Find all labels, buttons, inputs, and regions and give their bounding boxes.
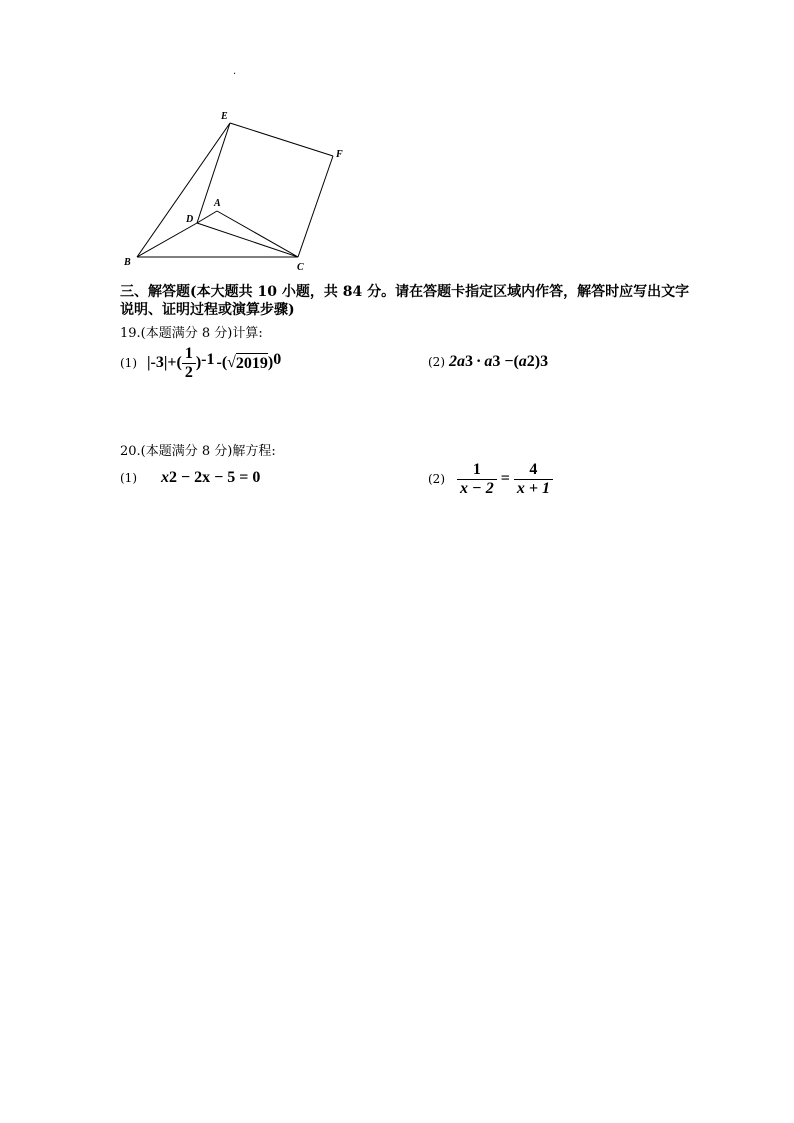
q20-p2-label: (2) — [428, 472, 445, 486]
point-label-D: D — [186, 214, 194, 225]
q20-p1-label: (1) — [120, 471, 137, 485]
q19-p1-sqrt-sign: √ — [227, 354, 236, 371]
q20-p2-fraction2 — [514, 461, 553, 498]
point-label-C: C — [297, 262, 304, 273]
q20-part2 — [428, 458, 553, 500]
q19-p1-close: ) — [267, 354, 274, 371]
q19-part1 — [120, 345, 281, 381]
q19-p2-term1: 2a — [449, 353, 465, 370]
q19-p2-dot: · — [476, 353, 482, 370]
point-label-E: E — [221, 111, 228, 122]
segment-FC — [298, 156, 333, 257]
q20-part1 — [120, 467, 260, 489]
q20-p1-rest: − 2x − 5 = 0 — [181, 469, 261, 486]
q19-p2-minus: −( — [504, 353, 519, 370]
q20-p2-fraction1 — [457, 461, 497, 498]
segment-BD — [137, 223, 197, 257]
q19-p1-exp2: 0 — [273, 351, 282, 368]
figure-lines — [137, 123, 333, 257]
q19-p1-denominator: 2 — [182, 363, 196, 382]
q19-p1-exp1: -1 — [201, 351, 215, 368]
point-label-F: F — [336, 149, 343, 160]
section-title: 三、解答题(本大题共 10 小题，共 84 分。请在答题卡指定区域内作答，解答时应写出文字说明、证明过程或演算步骤) — [120, 284, 690, 318]
q19-p2-exp4: 3 — [540, 353, 549, 370]
q20-p1-exp: 2 — [169, 469, 177, 486]
point-label-B: B — [124, 257, 131, 268]
q19-p1-fraction — [182, 345, 196, 382]
q20-p2-den2: x + 1 — [514, 479, 553, 498]
q20-p2-num2: 4 — [529, 460, 538, 478]
q19-p1-radicand: 2019 — [235, 355, 268, 372]
segment-EB — [137, 123, 230, 257]
q20-p2-den1: x − 2 — [457, 479, 497, 498]
q19-p2-term2: a — [484, 353, 493, 370]
q19-p2-exp2: 3 — [492, 353, 501, 370]
q19-p1-numerator: 1 — [184, 344, 193, 362]
q19-p1-plus: +( — [167, 354, 182, 371]
q20-p1-x: x — [161, 469, 169, 486]
q19-p1-label: (1) — [120, 356, 137, 370]
stray-dot: . — [233, 66, 237, 77]
q19-part2 — [428, 350, 548, 374]
q19-p1-minus: -( — [216, 354, 228, 371]
q20-p2-num1: 1 — [472, 460, 481, 478]
q19-p1-paren: ) — [195, 354, 202, 371]
segment-EF — [230, 123, 333, 156]
q19-p1-abs: |-3| — [147, 354, 168, 371]
q19-header: 19.(本题满分 8 分)计算: — [120, 326, 263, 341]
q20-p2-equals: = — [500, 470, 510, 487]
q19-p2-close: ) — [534, 353, 541, 370]
q20-header: 20.(本题满分 8 分)解方程: — [120, 444, 276, 459]
geometry-figure — [0, 0, 794, 300]
q19-p2-exp3: 2 — [526, 353, 535, 370]
q19-p2-label: (2) — [428, 355, 445, 369]
q19-p2-exp1: 3 — [465, 353, 473, 370]
q19-p2-term3: a — [518, 353, 527, 370]
point-label-A: A — [214, 198, 221, 209]
